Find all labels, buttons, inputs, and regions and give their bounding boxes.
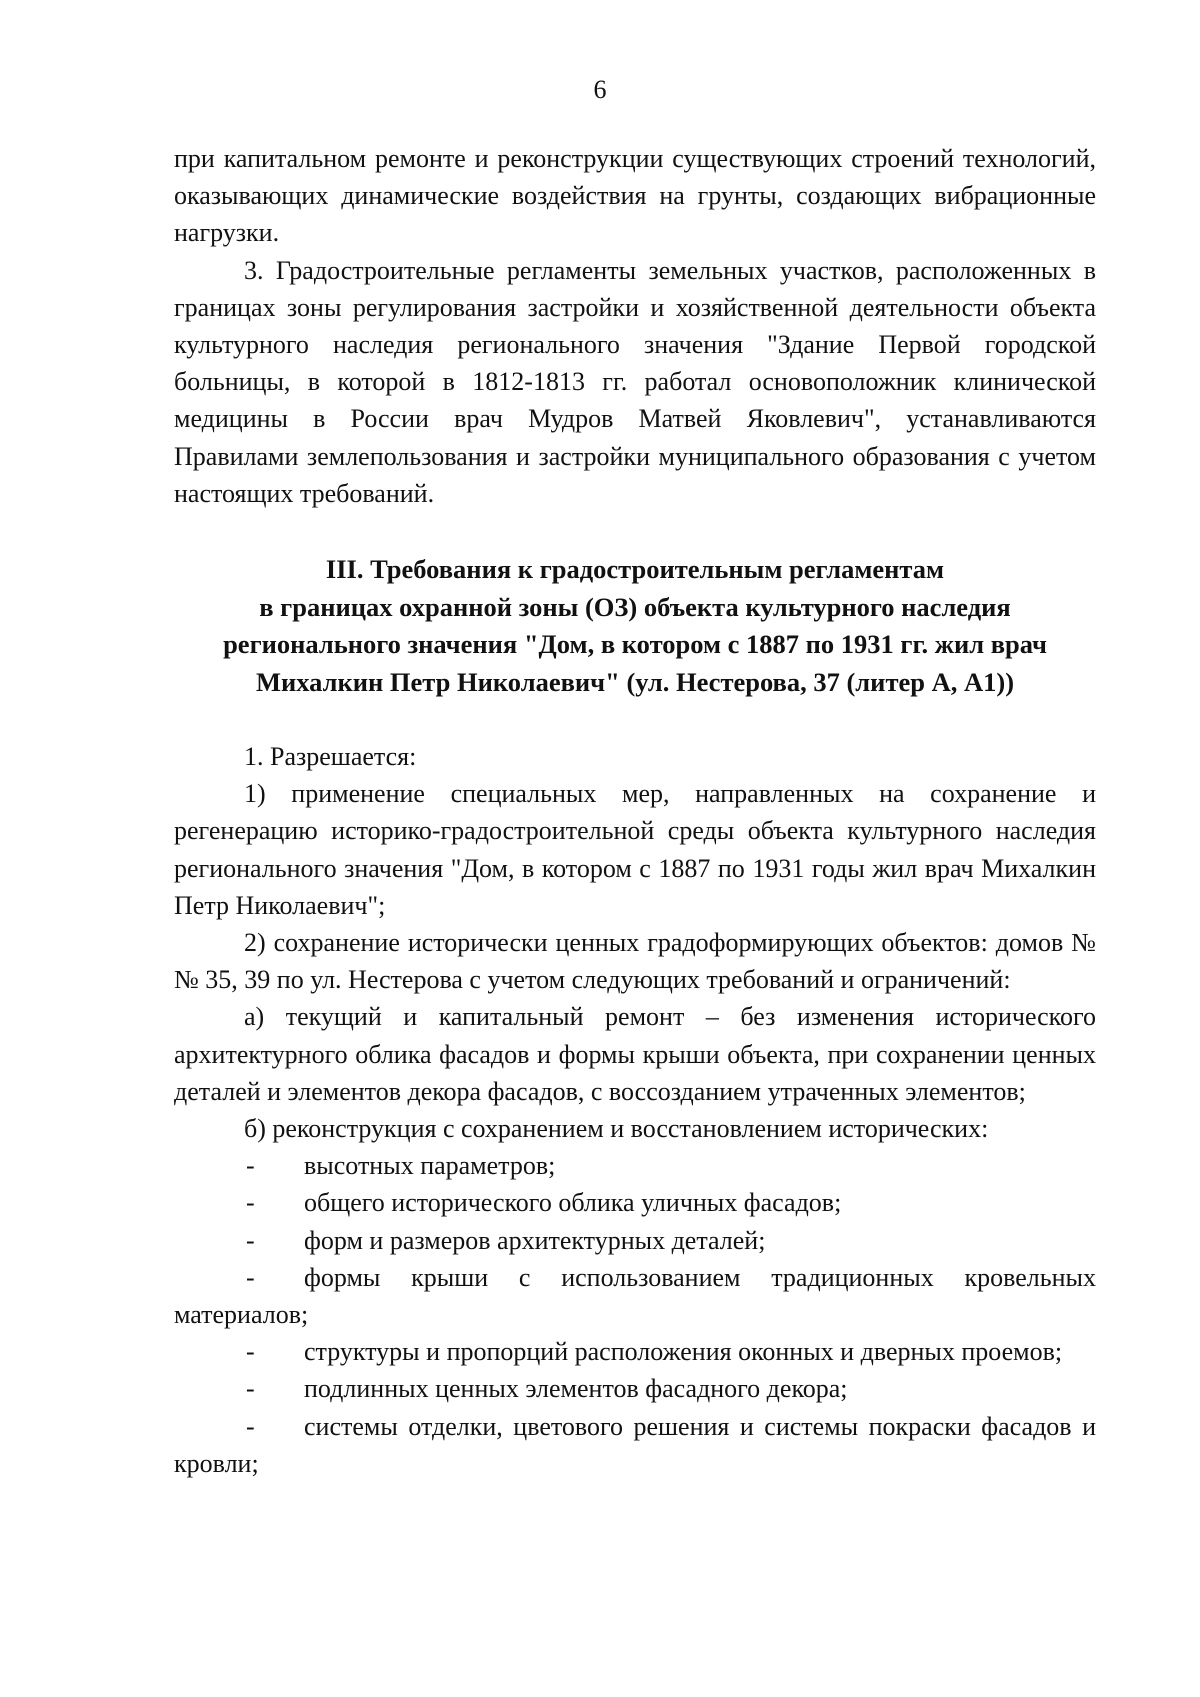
list-item-text: форм и размеров архитектурных деталей; bbox=[304, 1225, 766, 1255]
list-dash: - bbox=[246, 1411, 255, 1441]
list-item-text: подлинных ценных элементов фасадного декора; bbox=[304, 1374, 848, 1404]
list-dash: - bbox=[246, 1374, 255, 1404]
section-heading bbox=[174, 551, 1096, 701]
page-body bbox=[174, 140, 1096, 1482]
paragraph-subitem-2: 2) сохранение исторически ценных градоформирующих объектов: домов №№ 35, 39 по ул. Нестерова с учетом следующих требований и ограничений: bbox=[174, 928, 1096, 995]
section-heading-line: Михалкин Петр Николаевич" (ул. Нестерова, 37 (литер А, А1)) bbox=[255, 666, 1015, 697]
list-item bbox=[174, 1222, 1096, 1259]
paragraph-item-3: 3. Градостроительные регламенты земельных участков, расположенных в границах зоны регулирования застройки и хозяйственной деятельности объекта культурного наследия регионального значения "Здание Первой городской больницы, в которой в 1812-1813 гг. работал основоположник клинической медицины в России врач Мудров Матвей Яковлевич", устанавливаются Правилами землепользования и застройки муниципального образования с учетом настоящих требований. bbox=[174, 255, 1096, 508]
list-item-text: общего исторического облика уличных фасадов; bbox=[304, 1188, 842, 1218]
list-item bbox=[174, 1370, 1096, 1407]
requirements-list bbox=[174, 1147, 1096, 1482]
paragraph-continuation: при капитальном ремонте и реконструкции существующих строений технологий, оказывающих динамические воздействия на грунты, создающих вибрационные нагрузки. bbox=[174, 144, 1096, 248]
section-heading-line: регионального значения "Дом, в котором с 1887 по 1931 гг. жил врач bbox=[223, 629, 1047, 660]
list-item bbox=[174, 1184, 1096, 1221]
list-item-text: системы отделки, цветового решения и системы покраски фасадов и кровли; bbox=[174, 1411, 1096, 1478]
list-dash: - bbox=[246, 1262, 255, 1292]
section-heading-line: в границах охранной зоны (ОЗ) объекта культурного наследия bbox=[259, 591, 1011, 622]
paragraph-subitem-1: 1) применение специальных мер, направленных на сохранение и регенерацию историко-градостроительной среды объекта культурного наследия регионального значения "Дом, в котором с 1887 по 1931 годы жил врач Михалкин Петр Николаевич"; bbox=[174, 779, 1096, 920]
list-item bbox=[174, 1408, 1096, 1482]
paragraph-subitem-a: а) текущий и капитальный ремонт – без изменения исторического архитектурного облика фасадов и формы крыши объекта, при сохранении ценных деталей и элементов декора фасадов, с воссозданием утраченных элементов; bbox=[174, 1002, 1096, 1106]
paragraph-subitem-b: б) реконструкция с сохранением и восстановлением исторических: bbox=[244, 1114, 989, 1144]
list-item bbox=[174, 1147, 1096, 1184]
list-item bbox=[174, 1333, 1096, 1370]
list-dash: - bbox=[246, 1225, 255, 1255]
page-number: 6 bbox=[593, 75, 607, 104]
list-item-text: формы крыши с использованием традиционных кровельных материалов; bbox=[174, 1262, 1096, 1330]
list-dash: - bbox=[246, 1337, 255, 1367]
list-item bbox=[174, 1259, 1096, 1333]
list-item-text: структуры и пропорций расположения оконных и дверных проемов; bbox=[304, 1337, 1063, 1367]
list-item-text: высотных параметров; bbox=[304, 1151, 556, 1181]
list-dash: - bbox=[246, 1151, 255, 1181]
list-dash: - bbox=[246, 1188, 255, 1218]
paragraph-item-1: 1. Разрешается: bbox=[244, 742, 417, 772]
section-heading-line: III. Требования к градостроительным регламентам bbox=[325, 554, 945, 585]
